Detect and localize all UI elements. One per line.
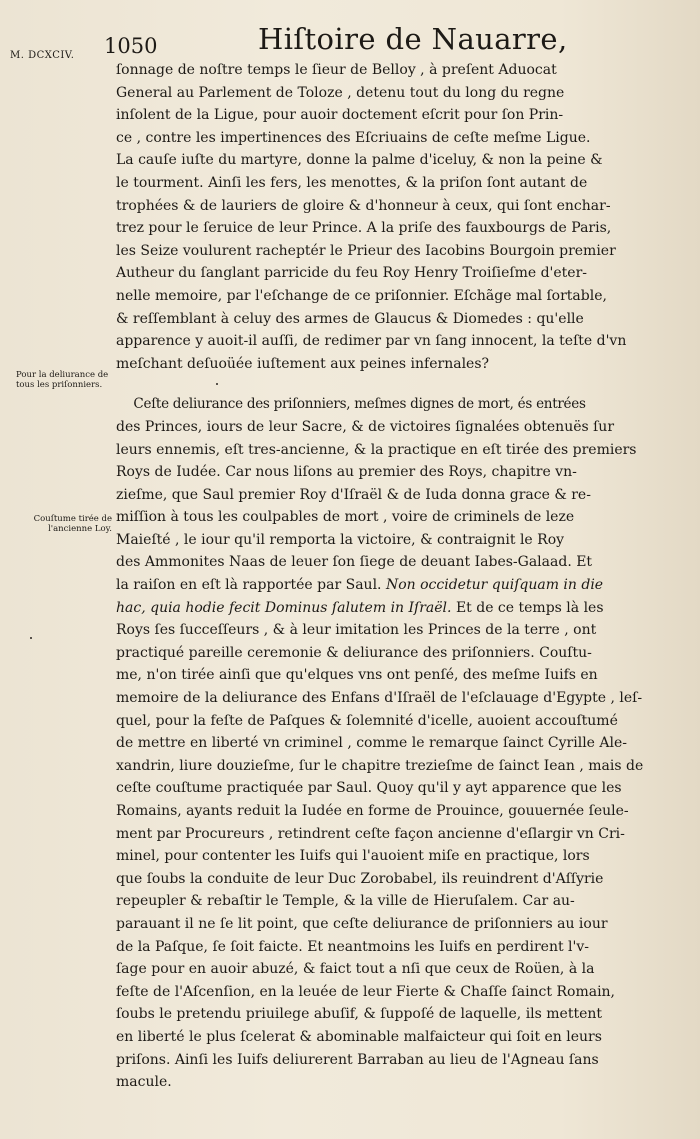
text-line: que ſoubs la conduite de leur Duc Zorobabel, ils reuindrent d'Aſſyrie xyxy=(116,870,604,887)
text-line: feſte de l'Aſcenſion, en la leuée de leur Fierte & Chaſſe ſainct Romain, xyxy=(116,983,616,1000)
text-line xyxy=(116,574,656,597)
text-line: meſchant deſuoüée iuſtement aux peines infernales? xyxy=(116,355,490,372)
text-line: miſſion à tous les coulpables de mort , voire de criminels de leze xyxy=(116,509,575,526)
text-line: de la Paſque, ſe ſoit faicte. Et neantmoins les Iuifs en perdirent l'v- xyxy=(116,938,590,955)
text-line: macule. xyxy=(116,1074,172,1091)
text-line: quel, pour la feſte de Paſques & ſolemnité d'icelle, auoient accouſtumé xyxy=(116,712,618,729)
text-line: des Princes, iours de leur Sacre, & de victoires ſignalées obtenuës ſur xyxy=(116,418,615,435)
text-line: trophées & de lauriers de gloire & d'honneur à ceux, qui ſont enchar- xyxy=(116,197,611,214)
margin-note-deliverance: Pour la deliurance de tous les priſonniers. xyxy=(16,370,109,390)
text-line: memoire de la deliurance des Enfans d'Iſraël de l'eſclauage d'Egypte , leſ- xyxy=(116,690,643,707)
text-line: apparence y auoit-il auſſi, de redimer par vn ſang innocent, la teſte d'vn xyxy=(116,333,627,350)
text-line: le tourment. Ainſi les fers, les menottes, & la priſon ſont autant de xyxy=(116,174,588,191)
margin-note-custom: Couſtume tirée de l'ancienne Loy. xyxy=(33,514,112,534)
text-run: Et de ce temps là les xyxy=(455,599,604,616)
text-line: ſoubs le pretendu priuilege abuſif, & ſuppoſé de laquelle, ils mettent xyxy=(116,1006,603,1023)
running-year: M. DCXCIV. xyxy=(10,50,75,61)
text-line: Roys de Iudée. Car nous liſons au premier des Roys, chapitre vn- xyxy=(116,464,577,481)
text-line: repeupler & rebaſtir le Temple, & la ville de Hieruſalem. Car au- xyxy=(116,893,575,910)
text-line: priſons. Ainſi les Iuifs deliurerent Barraban au lieu de l'Agneau ſans xyxy=(116,1051,599,1068)
text-line: La cauſe iuſte du martyre, donne la palme d'iceluy, & non la peine & xyxy=(116,152,603,169)
text-line: ment par Procureurs , retindrent ceſte façon ancienne d'eſlargir vn Cri- xyxy=(116,825,625,842)
text-line: minel, pour contenter les Iuifs qui l'auoient miſe en practique, lors xyxy=(116,848,590,865)
text-line: inſolent de la Ligue, pour auoir doctement eſcrit pour ſon Prin- xyxy=(116,107,564,124)
text-line: trez pour le ſeruice de leur Prince. A la priſe des fauxbourgs de Paris, xyxy=(116,220,612,237)
latin-quote: hac, quia hodie fecit Dominus ſalutem in Iſraël. xyxy=(116,599,452,616)
text-line xyxy=(116,597,656,620)
running-title: Hiſtoire de Nauarre, xyxy=(258,22,568,56)
text-line: ce , contre les impertinences des Eſcriuains de ceſte meſme Ligue. xyxy=(116,129,591,146)
text-line: ſage pour en auoir abuzé, & faict tout a nſi que ceux de Roüen, à la xyxy=(116,961,595,978)
text-line: des Ammonites Naas de leuer ſon ſiege de deuant Iabes-Galaad. Et xyxy=(116,554,593,571)
text-line: les Seize voulurent racheptér le Prieur des Iacobins Bourgoin premier xyxy=(116,242,616,259)
text-run: la raiſon en eſt là rapportée par Saul. xyxy=(116,577,382,594)
page-number: 1050 xyxy=(104,34,158,58)
text-line: leurs ennemis, eſt tres-ancienne, & la practique en eſt tirée des premiers xyxy=(116,441,637,458)
text-line: me, n'on tirée ainſi que qu'elques vns ont penſé, des meſme Iuifs en xyxy=(116,667,598,684)
text-line: zieſme, que Saul premier Roy d'Iſraël & de Iuda donna grace & re- xyxy=(116,486,591,503)
text-line: ſonnage de noſtre temps le ſieur de Belloy , à preſent Aduocat xyxy=(116,62,557,78)
text-line: ceſte couſtume practiquée par Saul. Quoy qu'il y ayt apparence que les xyxy=(116,780,622,797)
text-line: en liberté le plus ſcelerat & abominable malfaicteur qui ſoit en leurs xyxy=(116,1028,602,1045)
text-line: & reſſemblant à celuy des armes de Glaucus & Diomedes : qu'elle xyxy=(116,310,584,327)
text-line: nelle memoire, par l'eſchange de ce priſonnier. Eſchãge mal ſortable, xyxy=(116,287,607,304)
main-text xyxy=(116,59,656,1094)
text-line: parauant il ne ſe lit point, que ceſte deliurance de priſonniers au iour xyxy=(116,915,608,932)
latin-quote: Non occidetur quiſquam in die xyxy=(385,577,604,594)
text-line: de mettre en liberté vn criminel , comme le remarque ſainct Cyrille Ale- xyxy=(116,735,628,752)
text-line: Maieſté , le iour qu'il remporta la victoire, & contraignit le Roy xyxy=(116,531,565,548)
ink-dot xyxy=(30,637,32,639)
text-line: Autheur du ſanglant parricide du feu Roy Henry Troiſieſme d'eter- xyxy=(116,265,588,282)
text-line: practiqué pareille ceremonie & deliurance des priſonniers. Couſtu- xyxy=(116,644,592,661)
text-line: xandrin, liure douzieſme, ſur le chapitre trezieſme de ſainct Iean , mais de xyxy=(116,757,644,774)
text-line: Ceſte deliurance des priſonniers, meſmes dignes de mort, és entrées xyxy=(133,396,586,413)
text-line: Romains, ayants reduit la Iudée en forme de Prouince, gouuernée ſeule- xyxy=(116,803,629,819)
text-line: Roys ſes ſucceſſeurs , & à leur imitation les Princes de la terre , ont xyxy=(116,622,597,639)
text-line: General au Parlement de Toloze , detenu tout du long du regne xyxy=(116,84,565,101)
